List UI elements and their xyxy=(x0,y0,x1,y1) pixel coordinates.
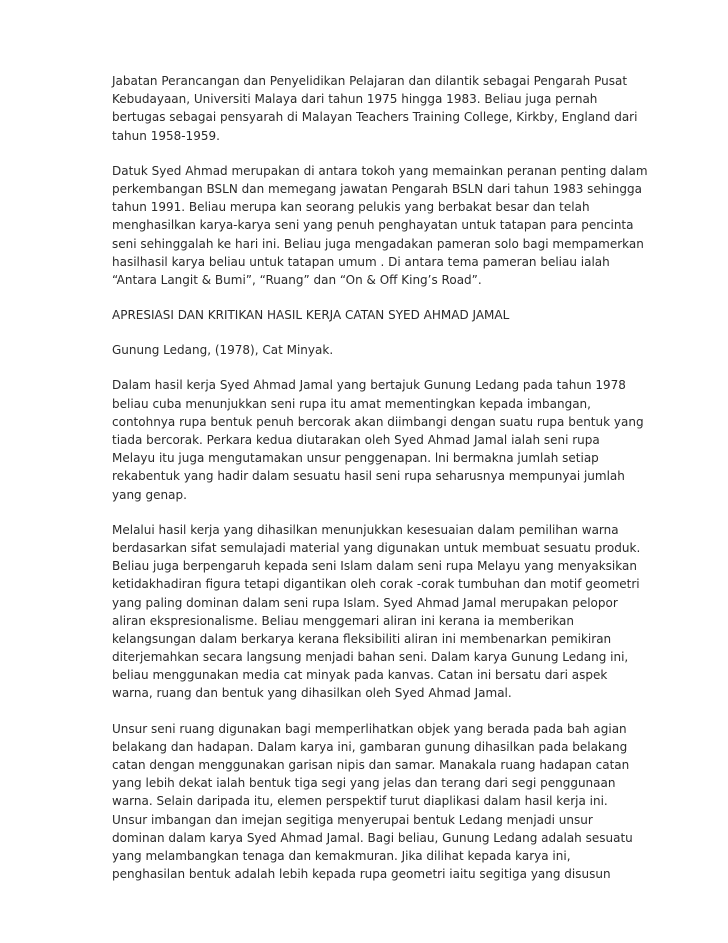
text-line: APRESIASI DAN KRITIKAN HASIL KERJA CATAN SYED AHMAD JAMAL xyxy=(112,308,510,323)
text-line: ketidakhadiran figura tetapi digantikan oleh corak -corak tumbuhan dan motif geometri xyxy=(112,577,640,592)
paragraph-analysis-colour xyxy=(112,521,641,703)
text-line: seni sehinggalah ke hari ini. Beliau juga mengadakan pameran solo bagi mempamerkan xyxy=(112,236,644,251)
text-line: warna, ruang dan bentuk yang dihasilkan oleh Syed Ahmad Jamal. xyxy=(112,686,512,701)
text-line: rekabentuk yang hadir dalam sesuatu hasil seni rupa seharusnya mempunyai jumlah xyxy=(112,469,625,484)
text-line: yang lebih dekat ialah bentuk tiga segi yang jelas dan terang dari segi penggunaan xyxy=(112,776,616,791)
text-line: Melalui hasil kerja yang dihasilkan menunjukkan kesesuaian dalam pemilihan warna xyxy=(112,522,619,537)
text-line: dominan dalam karya Syed Ahmad Jamal. Bagi beliau, Gunung Ledang adalah sesuatu xyxy=(112,830,633,845)
text-line: yang paling dominan dalam seni rupa Islam. Syed Ahmad Jamal merupakan pelopor xyxy=(112,595,618,610)
text-line: catan dengan menggunakan garisan nipis dan samar. Manakala ruang hadapan catan xyxy=(112,758,630,772)
text-line: perkembangan BSLN dan memegang jawatan Pengarah BSLN dari tahun 1983 sehingga xyxy=(112,181,642,196)
paragraph-bio-continued xyxy=(112,72,638,145)
text-line: Unsur seni ruang digunakan bagi memperlihatkan objek yang berada pada bah agian xyxy=(112,721,627,736)
section-heading xyxy=(112,306,632,324)
text-line: Datuk Syed Ahmad merupakan di antara tokoh yang memainkan peranan penting dalam xyxy=(112,163,648,178)
text-line: bertugas sebagai pensyarah di Malayan Teachers Training College, Kirkby, England dari xyxy=(112,110,638,125)
text-line: berdasarkan sifat semulajadi material yang digunakan untuk membuat sesuatu produk. xyxy=(112,540,641,555)
text-line: Dalam hasil kerja Syed Ahmad Jamal yang bertajuk Gunung Ledang pada tahun 1978 xyxy=(112,378,626,393)
text-line: kelangsungan dalam berkarya kerana fleksibiliti aliran ini membenarkan pemikiran xyxy=(112,631,612,646)
text-line: menghasilkan karya-karya seni yang penuh penghayatan untuk tatapan para pencinta xyxy=(112,218,634,233)
text-line: belakang dan hadapan. Dalam karya ini, gambaran gunung dihasilkan pada belakang xyxy=(112,739,628,754)
text-line: warna. Selain daripada itu, elemen perspektif turut diaplikasi dalam hasil kerja ini. xyxy=(112,794,608,809)
text-line: contohnya rupa bentuk penuh bercorak akan diimbangi dengan suatu rupa bentuk yang xyxy=(112,414,644,429)
text-line: tahun 1958-1959. xyxy=(112,128,220,143)
paragraph-analysis-balance xyxy=(112,376,644,503)
text-line: beliau menggunakan media cat minyak pada kanvas. Catan ini bersatu dari aspek xyxy=(112,668,608,683)
text-line: penghasilan bentuk adalah lebih kepada rupa geometri iaitu segitiga yang disusun xyxy=(112,867,611,882)
text-line: aliran ekspresionalisme. Beliau menggemari aliran ini kerana ia memberikan xyxy=(112,613,574,628)
document-page xyxy=(112,72,648,900)
paragraph-analysis-space xyxy=(112,720,632,884)
text-line: Gunung Ledang, (1978), Cat Minyak. xyxy=(112,343,334,358)
text-line: Melayu itu juga mengutamakan unsur penggenapan. lni bermakna jumlah setiap xyxy=(112,451,599,466)
text-line: “Antara Langit & Bumi”, “Ruang” dan “On & Off King’s Road”. xyxy=(112,272,482,287)
text-line: hasilhasil karya beliau untuk tatapan umum . Di antara tema pameran beliau ialah xyxy=(112,254,610,269)
text-line: Jabatan Perancangan dan Penyelidikan Pelajaran dan dilantik sebagai Pengarah Pusat xyxy=(112,74,628,88)
text-line: Kebudayaan, Universiti Malaya dari tahun 1975 hingga 1983. Beliau juga pernah xyxy=(112,92,598,107)
text-line: Beliau juga berpengaruh kepada seni Islam dalam seni rupa Melayu yang menyaksikan xyxy=(112,559,637,574)
paragraph-bsln-role xyxy=(112,162,648,289)
text-line: beliau cuba menunjukkan seni rupa itu amat mementingkan kepada imbangan, xyxy=(112,396,591,411)
text-line: yang genap. xyxy=(112,487,187,502)
text-line: diterjemahkan secara langsung menjadi bahan seni. Dalam karya Gunung Ledang ini, xyxy=(112,650,629,665)
artwork-title xyxy=(112,341,632,359)
text-line: Unsur imbangan dan imejan segitiga menyerupai bentuk Ledang menjadi unsur xyxy=(112,812,593,827)
text-line: tahun 1991. Beliau merupa kan seorang pelukis yang berbakat besar dan telah xyxy=(112,200,590,215)
text-line: yang melambangkan tenaga dan kemakmuran. Jika dilihat kepada karya ini, xyxy=(112,848,571,863)
text-line: tiada bercorak. Perkara kedua diutarakan oleh Syed Ahmad Jamal ialah seni rupa xyxy=(112,433,600,447)
